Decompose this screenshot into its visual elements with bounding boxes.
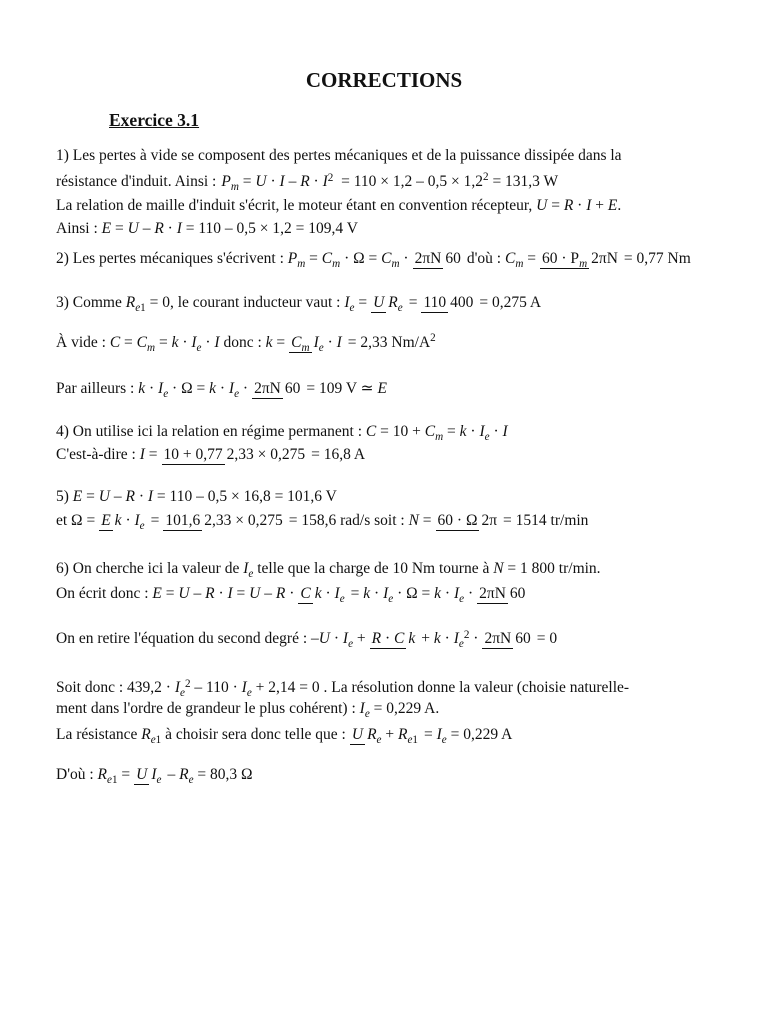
q1-line-1: 1) Les pertes à vide se composent des pertes mécaniques et de la puissance dissipée dans la	[56, 147, 622, 164]
q1-line-3: La relation de maille d'induit s'écrit, le moteur étant en convention récepteur, U = R · I + E.	[56, 197, 622, 214]
fraction: 110 400	[423, 294, 474, 312]
fraction: U $R_e$	[373, 294, 403, 315]
fraction: 60 · Ω 2π	[437, 512, 498, 530]
q3-line-3: Par ailleurs : $k \cdot I_e \cdot \Omega = k \cdot I_e$ · 2πN 60 = 109 V ≃ E	[56, 380, 387, 400]
fraction: E $k \cdot I_e$	[101, 512, 145, 533]
q1-line-4: Ainsi : E = U – R · I = 110 – 0,5 × 1,2 = 109,4 V	[56, 220, 358, 237]
fraction: $60 \cdot P_m$ 2πN	[542, 250, 618, 271]
exercise-heading: Exercice 3.1	[109, 110, 200, 130]
q5-line-2: et Ω = E $k \cdot I_e$ = 101,6 2,33 × 0,275 = 158,6 rad/s soit : N = 60 · Ω 2π = 1514 tr/min	[56, 512, 589, 533]
q5-line-1: 5) E = U – R · I = 110 – 0,5 × 16,8 = 101,6 V	[56, 488, 337, 505]
q4-line-2: C'est-à-dire : I = 10 + 0,77 2,33 × 0,275 = 16,8 A	[56, 446, 366, 464]
q3-line-2: À vide : $C = C_m = k \cdot I_e \cdot I$ donc : k = $C_m$ $I_e \cdot I$ = 2,33 Nm/A 2	[56, 331, 436, 355]
fraction: U $I_e$	[136, 766, 162, 787]
fraction: 2πN 60	[479, 585, 526, 603]
q3-line-1: 3) Comme $R_{e1}$ = 0, le courant inducteur vaut : $I_e$ = U $R_e$ = 110 400 = 0,275 A	[56, 294, 542, 315]
q6-line-2: On écrit donc : E = U – R · I = U – R · C $k \cdot I_e$ = $k \cdot I_e \cdot \Omega = k \cdot I_e$ · 2πN 60	[56, 585, 526, 606]
q6-line-1: 6) On cherche ici la valeur de $I_e$ telle que la charge de 10 Nm tourne à N = 1 800 tr/min.	[56, 560, 601, 580]
q6-line-4: Soit donc : 439,2 · $I_e^2$ – 110 · $I_e$ + 2,14 = 0 . La résolution donne la valeur (choisie naturelle-	[56, 677, 630, 699]
q6-line-3: On en retire l'équation du second degré : $-U \cdot I_e$ + R · C k + $k \cdot I_e^2$ · 2πN 60 = 0	[56, 628, 558, 650]
q6-line-6: La résistance $R_{e1}$ à choisir sera donc telle que : U $R_e + R_{e1}$ = $I_e$ = 0,229 A	[56, 726, 513, 747]
page-title: CORRECTIONS	[305, 68, 463, 92]
q2-line: 2) Les pertes mécaniques s'écrivent : $P_m = C_m \cdot \Omega = C_m$ · 2πN 60 d'où : $C_m$ = $60 \cdot P_m$ 2πN = 0,77 Nm	[56, 250, 691, 271]
fraction: 2πN 60	[414, 250, 461, 268]
fraction: 2πN 60	[254, 380, 301, 398]
fraction: C $k \cdot I_e$	[300, 585, 345, 606]
q6-line-7: D'où : $R_{e1}$ = U $I_e$ – $R_e$ = 80,3 Ω	[56, 766, 253, 787]
fraction: R · C k	[371, 630, 416, 648]
fraction: 101,6 2,33 × 0,275	[165, 512, 283, 530]
q1-line-2: résistance d'induit. Ainsi : $P_m = U \cdot I - R \cdot I^2$ = 110 × 1,2 – 0,5 × 1,2 2 = 131,3 W	[56, 170, 559, 193]
q6-line-5: ment dans l'ordre de grandeur le plus cohérent) : $I_e$ = 0,229 A.	[56, 700, 440, 720]
fraction: U $R_e + R_{e1}$	[351, 726, 418, 747]
q4-line-1: 4) On utilise ici la relation en régime permanent : $C = 10 + C_m = k \cdot I_e \cdot I$	[56, 423, 508, 443]
fraction: 2πN 60	[484, 630, 531, 648]
fraction: $C_m$ $I_e \cdot I$	[291, 334, 342, 355]
fraction: 10 + 0,77 2,33 × 0,275	[163, 446, 306, 464]
